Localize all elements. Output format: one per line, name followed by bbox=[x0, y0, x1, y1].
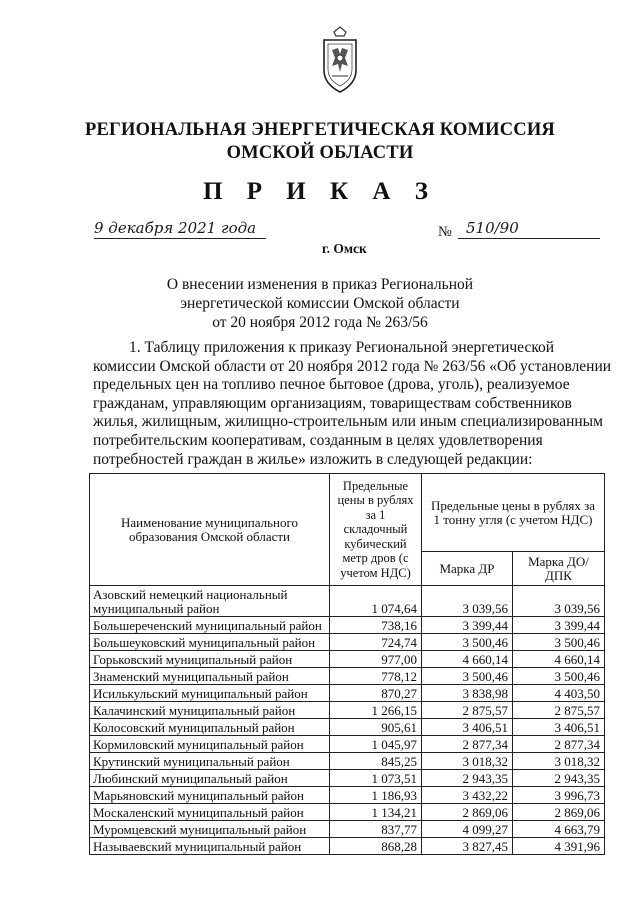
coal-do-price: 2 875,57 bbox=[513, 702, 605, 719]
table-row bbox=[90, 838, 605, 855]
paragraph-line: предельных цен на топливо печное бытовое (дрова, уголь), реализуемое bbox=[93, 376, 570, 394]
coal-do-price: 4 403,50 bbox=[513, 685, 605, 702]
order-date: 9 декабря 2021 года bbox=[94, 219, 257, 237]
wood-price: 1 266,15 bbox=[330, 702, 422, 719]
coal-do-price: 3 039,56 bbox=[513, 586, 605, 617]
paragraph-line: потребительским кооперативам, созданным в целях удовлетворения bbox=[93, 431, 543, 449]
header-coal-do: Марка ДО/ДПК bbox=[513, 552, 605, 586]
date-underline bbox=[94, 238, 266, 239]
coal-dr-price: 3 406,51 bbox=[422, 719, 513, 736]
subject-line: О внесении изменения в приказ Региональной bbox=[166, 276, 474, 293]
paragraph-line: 1. Таблицу приложения к приказу Региональной энергетической bbox=[129, 339, 555, 356]
wood-price: 845,25 bbox=[330, 753, 422, 770]
coal-dr-price: 3 827,45 bbox=[422, 838, 513, 855]
municipality-name: Большеуковский муниципальный район bbox=[90, 634, 330, 651]
coal-dr-price: 2 875,57 bbox=[422, 702, 513, 719]
coal-dr-price: 3 500,46 bbox=[422, 634, 513, 651]
wood-price: 1 074,64 bbox=[330, 586, 422, 617]
wood-price: 778,12 bbox=[330, 668, 422, 685]
coal-dr-price: 3 039,56 bbox=[422, 586, 513, 617]
coal-do-price: 3 500,46 bbox=[513, 668, 605, 685]
coal-do-price: 4 663,79 bbox=[513, 821, 605, 838]
wood-price: 837,77 bbox=[330, 821, 422, 838]
number-sign: № bbox=[438, 224, 452, 240]
paragraph-line: комиссии Омской области от 20 ноября 2012 года № 263/56 «Об установлении bbox=[93, 357, 612, 375]
table-row bbox=[90, 651, 605, 668]
coal-dr-price: 3 838,98 bbox=[422, 685, 513, 702]
coal-dr-price: 3 018,32 bbox=[422, 753, 513, 770]
header-wood-price: Предельные цены в рублях за 1 складочный кубический метр дров (с учетом НДС) bbox=[330, 474, 422, 586]
coat-of-arms-icon bbox=[318, 26, 362, 94]
coal-dr-price: 2 943,35 bbox=[422, 770, 513, 787]
price-table bbox=[89, 473, 605, 855]
organization-title-line2: ОМСКОЙ ОБЛАСТИ bbox=[226, 143, 414, 163]
header-municipality: Наименование муниципального образования Омской области bbox=[90, 474, 330, 586]
wood-price: 738,16 bbox=[330, 617, 422, 634]
header-coal-dr: Марка ДР bbox=[422, 552, 513, 586]
municipality-name: Горьковский муниципальный район bbox=[90, 651, 330, 668]
wood-price: 1 073,51 bbox=[330, 770, 422, 787]
coal-dr-price: 2 877,34 bbox=[422, 736, 513, 753]
municipality-name: Муромцевский муниципальный район bbox=[90, 821, 330, 838]
table-row bbox=[90, 770, 605, 787]
municipality-name: Калачинский муниципальный район bbox=[90, 702, 330, 719]
coal-do-price: 3 996,73 bbox=[513, 787, 605, 804]
paragraph-line: потребностей граждан в жилье» изложить в следующей редакции: bbox=[93, 450, 533, 468]
subject-line: энергетической комиссии Омской области bbox=[180, 295, 460, 312]
table-row bbox=[90, 804, 605, 821]
coal-do-price: 3 018,32 bbox=[513, 753, 605, 770]
municipality-name: Знаменский муниципальный район bbox=[90, 668, 330, 685]
wood-price: 1 186,93 bbox=[330, 787, 422, 804]
wood-price: 1 134,21 bbox=[330, 804, 422, 821]
coal-do-price: 4 391,96 bbox=[513, 838, 605, 855]
wood-price: 870,27 bbox=[330, 685, 422, 702]
table-row bbox=[90, 753, 605, 770]
municipality-name: Марьяновский муниципальный район bbox=[90, 787, 330, 804]
municipality-name: Азовский немецкий национальный муниципальный район bbox=[90, 586, 330, 617]
table-row bbox=[90, 787, 605, 804]
table-row bbox=[90, 634, 605, 651]
city-name: г. Омск bbox=[322, 241, 367, 256]
municipality-name: Любинский муниципальный район bbox=[90, 770, 330, 787]
wood-price: 724,74 bbox=[330, 634, 422, 651]
table-row bbox=[90, 586, 605, 617]
coal-do-price: 4 660,14 bbox=[513, 651, 605, 668]
wood-price: 905,61 bbox=[330, 719, 422, 736]
order-paragraph bbox=[93, 339, 612, 469]
coal-do-price: 3 500,46 bbox=[513, 634, 605, 651]
table-row bbox=[90, 617, 605, 634]
wood-price: 868,28 bbox=[330, 838, 422, 855]
municipality-name: Исилькульский муниципальный район bbox=[90, 685, 330, 702]
header-coal-price: Предельные цены в рублях за 1 тонну угля (с учетом НДС) bbox=[422, 474, 605, 552]
table-row bbox=[90, 702, 605, 719]
coal-dr-price: 3 432,22 bbox=[422, 787, 513, 804]
coal-dr-price: 2 869,06 bbox=[422, 804, 513, 821]
wood-price: 1 045,97 bbox=[330, 736, 422, 753]
table-row bbox=[90, 668, 605, 685]
number-underline bbox=[458, 238, 600, 239]
coal-do-price: 2 943,35 bbox=[513, 770, 605, 787]
coal-dr-price: 3 399,44 bbox=[422, 617, 513, 634]
organization-title-line1: РЕГИОНАЛЬНАЯ ЭНЕРГЕТИЧЕСКАЯ КОМИССИЯ bbox=[84, 120, 555, 140]
table-row bbox=[90, 736, 605, 753]
municipality-name: Колосовский муниципальный район bbox=[90, 719, 330, 736]
coal-do-price: 2 877,34 bbox=[513, 736, 605, 753]
coal-dr-price: 4 099,27 bbox=[422, 821, 513, 838]
coal-dr-price: 3 500,46 bbox=[422, 668, 513, 685]
municipality-name: Называевский муниципальный район bbox=[90, 838, 330, 855]
paragraph-line: жилья, жилищным, жилищно-строительным или иным специализированным bbox=[93, 413, 603, 431]
order-subject bbox=[0, 275, 640, 332]
coal-do-price: 3 399,44 bbox=[513, 617, 605, 634]
table-row bbox=[90, 719, 605, 736]
paragraph-line: гражданам, управляющим организациям, товариществам собственников bbox=[93, 394, 572, 412]
coal-do-price: 2 869,06 bbox=[513, 804, 605, 821]
coal-do-price: 3 406,51 bbox=[513, 719, 605, 736]
order-number: 510/90 bbox=[466, 219, 519, 237]
subject-line: от 20 ноября 2012 года № 263/56 bbox=[212, 314, 428, 331]
municipality-name: Кормиловский муниципальный район bbox=[90, 736, 330, 753]
municipality-name: Большереченский муниципальный район bbox=[90, 617, 330, 634]
municipality-name: Москаленский муниципальный район bbox=[90, 804, 330, 821]
document-type-title: П Р И К А З bbox=[203, 178, 437, 205]
coal-dr-price: 4 660,14 bbox=[422, 651, 513, 668]
table-row bbox=[90, 821, 605, 838]
wood-price: 977,00 bbox=[330, 651, 422, 668]
municipality-name: Крутинский муниципальный район bbox=[90, 753, 330, 770]
table-row bbox=[90, 685, 605, 702]
